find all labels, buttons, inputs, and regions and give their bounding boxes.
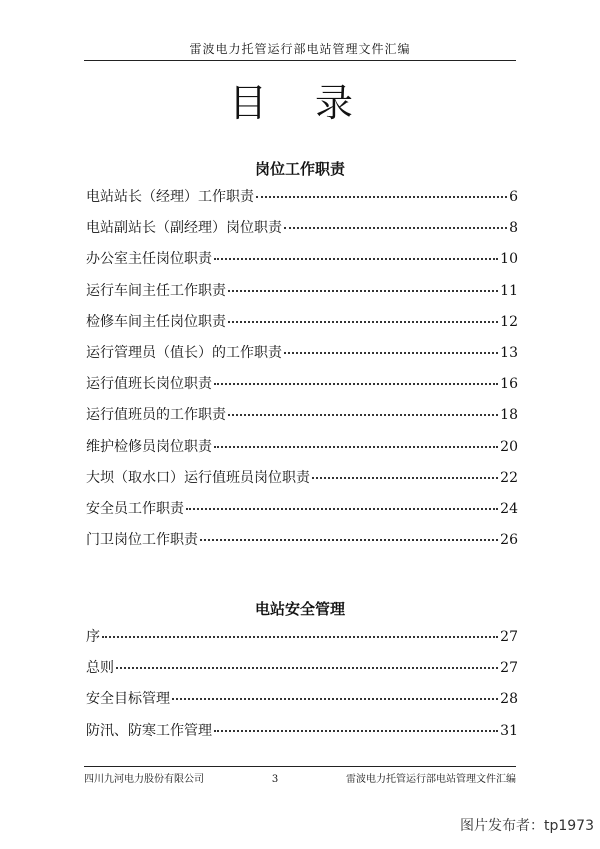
- toc-entry[interactable]: [86, 280, 518, 311]
- page-header: [84, 40, 516, 61]
- toc-entry-page: 10: [500, 251, 518, 268]
- toc-entry-page: 27: [500, 629, 518, 645]
- toc-leader-dots: [256, 195, 507, 198]
- toc-entry[interactable]: [86, 720, 518, 751]
- page-title: 目 录: [228, 81, 372, 125]
- toc-entry-page: 22: [500, 469, 518, 486]
- toc-entry-label: 门卫岗位工作职责: [86, 532, 198, 549]
- toc-leader-dots: [284, 226, 507, 229]
- toc-entry[interactable]: [86, 311, 518, 342]
- toc-entry-page: 13: [500, 344, 518, 361]
- toc-section-duties: [86, 186, 518, 560]
- toc-entry[interactable]: [86, 248, 518, 279]
- toc-leader-dots: [312, 476, 498, 479]
- toc-entry-page: 31: [500, 722, 518, 739]
- toc-entry-label: 安全员工作职责: [86, 500, 184, 517]
- toc-entry-label: 安全目标管理: [86, 691, 170, 708]
- toc-entry-label: 大坝（取水口）运行值班员岗位职责: [86, 469, 310, 486]
- toc-section-safety: [86, 626, 518, 751]
- toc-leader-dots: [200, 538, 498, 541]
- toc-leader-dots: [228, 289, 498, 292]
- toc-entry[interactable]: [86, 529, 518, 560]
- toc-entry-label: 电站副站长（副经理）岗位职责: [86, 220, 282, 237]
- toc-leader-dots: [102, 635, 498, 638]
- toc-entry-label: 维护检修员岗位职责: [86, 438, 212, 455]
- section-heading-duties: 岗位工作职责: [254, 160, 345, 178]
- toc-entry-label: 运行值班长岗位职责: [86, 376, 212, 393]
- toc-entry-label: 序: [86, 629, 100, 645]
- toc-entry-page: 16: [500, 376, 518, 393]
- toc-entry[interactable]: [86, 498, 518, 529]
- publisher-watermark: 图片发布者：tp1973: [459, 818, 594, 834]
- toc-leader-dots: [116, 666, 498, 669]
- toc-entry-page: 24: [500, 500, 518, 517]
- toc-entry-label: 电站站长（经理）工作职责: [86, 189, 254, 205]
- toc-entry[interactable]: [86, 436, 518, 467]
- toc-leader-dots: [214, 729, 498, 732]
- toc-entry[interactable]: [86, 404, 518, 435]
- toc-entry-page: 27: [500, 660, 518, 677]
- toc-entry-label: 运行值班员的工作职责: [86, 407, 226, 424]
- toc-entry-label: 办公室主任岗位职责: [86, 251, 212, 268]
- page-footer: [84, 766, 516, 785]
- toc-entry[interactable]: [86, 467, 518, 498]
- footer-company: 四川九河电力股份有限公司: [84, 774, 204, 785]
- toc-entry-page: 26: [500, 532, 518, 549]
- footer-page-number: 3: [271, 774, 279, 785]
- toc-leader-dots: [228, 413, 498, 416]
- toc-entry-page: 20: [500, 438, 518, 455]
- toc-entry[interactable]: [86, 342, 518, 373]
- toc-leader-dots: [214, 445, 498, 448]
- toc-entry-page: 11: [500, 282, 518, 299]
- section-heading-safety: 电站安全管理: [254, 600, 345, 618]
- toc-entry[interactable]: [86, 626, 518, 657]
- toc-leader-dots: [214, 257, 498, 260]
- toc-entry[interactable]: [86, 186, 518, 217]
- footer-document-title: 雷波电力托管运行部电站管理文件汇编: [346, 774, 516, 785]
- toc-leader-dots: [214, 382, 498, 385]
- toc-entry[interactable]: [86, 373, 518, 404]
- toc-entry-label: 防汛、防寒工作管理: [86, 722, 212, 739]
- toc-entry-page: 28: [500, 691, 518, 708]
- toc-entry-page: 12: [500, 313, 518, 330]
- toc-entry-label: 总则: [86, 660, 114, 677]
- toc-entry-page: 6: [509, 189, 518, 205]
- toc-leader-dots: [284, 351, 498, 354]
- toc-entry[interactable]: [86, 217, 518, 248]
- toc-entry-page: 8: [509, 220, 518, 237]
- toc-entry[interactable]: [86, 688, 518, 719]
- toc-leader-dots: [186, 507, 498, 510]
- toc-entry-page: 18: [500, 407, 518, 424]
- toc-entry-label: 运行车间主任工作职责: [86, 282, 226, 299]
- toc-entry-label: 运行管理员（值长）的工作职责: [86, 344, 282, 361]
- toc-entry-label: 检修车间主任岗位职责: [86, 313, 226, 330]
- toc-entry[interactable]: [86, 657, 518, 688]
- toc-leader-dots: [172, 697, 498, 700]
- toc-leader-dots: [228, 320, 498, 323]
- header-text: 雷波电力托管运行部电站管理文件汇编: [189, 42, 411, 56]
